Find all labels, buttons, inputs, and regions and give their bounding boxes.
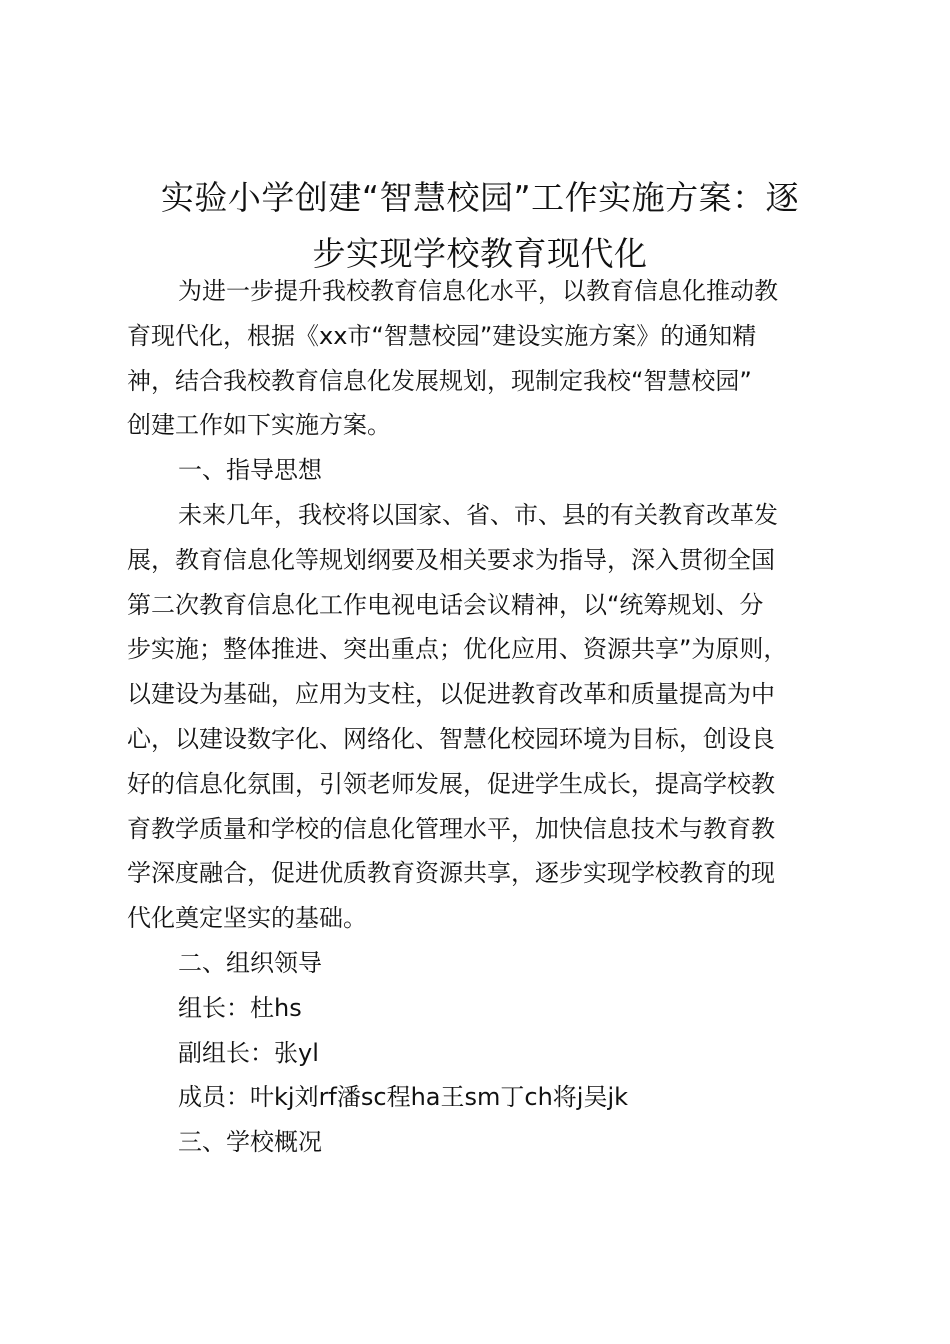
text-line: 为进一步提升我校教育信息化水平，以教育信息化推动教 (178, 277, 778, 305)
text-line: 第二次教育信息化工作电视电话会议精神，以“统筹规划、分 (127, 590, 764, 619)
text-line: 二、组织领导 (178, 949, 322, 977)
text-line: 学深度融合，促进优质教育资源共享，逐步实现学校教育的现 (127, 859, 775, 888)
text-line: 代化奠定坚实的基础。 (127, 904, 367, 933)
title-line-2: 步实现学校教育现代化 (312, 234, 648, 273)
text-line: 神，结合我校教育信息化发展规划，现制定我校“智慧校园” (127, 366, 752, 395)
text-line: 展，教育信息化等规划纲要及相关要求为指导，深入贯彻全国 (127, 545, 775, 574)
text-line: 一、指导思想 (178, 456, 322, 485)
text-line: 育现代化，根据《xx市“智慧校园”建设实施方案》的通知精 (127, 321, 757, 350)
title-line-1: 实验小学创建“智慧校园”工作实施方案：逐 (160, 178, 800, 217)
text-line: 创建工作如下实施方案。 (127, 411, 391, 440)
text-line: 育教学质量和学校的信息化管理水平，加快信息技术与教育教 (127, 814, 775, 843)
text-line: 未来几年，我校将以国家、省、市、县的有关教育改革发 (178, 501, 778, 529)
text-line: 成员：叶kj刘rf潘sc程ha王sm丁ch将j吴jk (178, 1083, 629, 1112)
text-line: 副组长：张yl (178, 1038, 319, 1067)
text-line: 以建设为基础，应用为支柱，以促进教育改革和质量提高为中 (127, 680, 775, 709)
text-line: 好的信息化氛围，引领老师发展，促进学生成长，提高学校教 (127, 769, 775, 798)
document-title (100, 170, 860, 282)
text-line: 心，以建设数字化、网络化、智慧化校园环境为目标，创设良 (127, 725, 775, 753)
text-line: 三、学校概况 (178, 1128, 322, 1157)
text-line: 步实施；整体推进、突出重点；优化应用、资源共享”为原则， (127, 635, 788, 664)
text-line: 组长：杜hs (178, 993, 302, 1022)
